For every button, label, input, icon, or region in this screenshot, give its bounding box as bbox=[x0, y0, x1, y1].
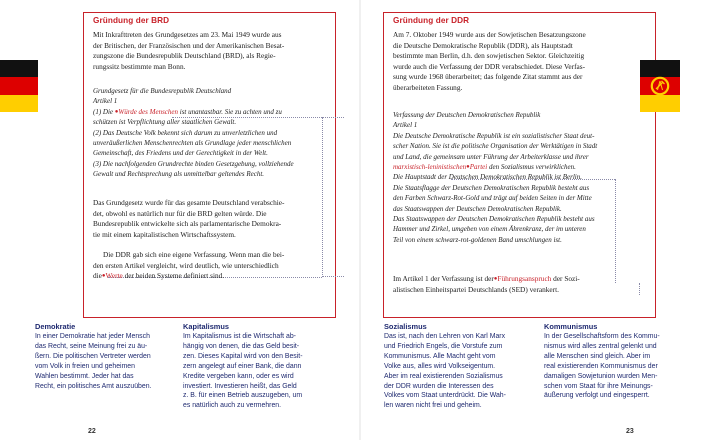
link-marker-icon: ● bbox=[493, 276, 498, 282]
quote-heading: Grundgesetz für die Bundesrepublik Deutschland bbox=[93, 87, 232, 95]
page-number-right: 23 bbox=[626, 428, 634, 435]
quote-heading: Verfassung der Deutschen Demokratischen Republik bbox=[393, 111, 541, 119]
link-marker-icon: ● bbox=[114, 108, 119, 115]
ddr-emblem-icon bbox=[650, 76, 670, 96]
gloss-text-sozialismus: Das ist, nach den Lehren von Karl Marx und Friedrich Engels, die Vorstufe zum Kommunismus. Alle Macht geht vom Volke aus, alles wird Volkseigentum. Aber im real existierenden Sozialismus der DDR wurden die Interessen des Volkes vom Staat unterdrückt. Die Wah- len waren nicht frei und geheim. bbox=[384, 333, 506, 410]
page-right bbox=[361, 0, 720, 440]
gloss-title-demokratie: Demokratie bbox=[35, 322, 76, 331]
link-marker-icon: ● bbox=[466, 164, 470, 171]
term-link-fuehrungsanspruch[interactable]: Führungsanspruch bbox=[497, 274, 552, 283]
callout-bracket-ddr bbox=[615, 179, 616, 283]
quote-article: Artikel 1 bbox=[393, 121, 418, 130]
para3-brd: Die DDR gab sich eine eigene Verfassung. Wenn man die bei- den ersten Artikel vergleicht, wird deutlich, wie unterschiedlich die●Werte der beiden Systeme definiert sind. bbox=[93, 250, 285, 281]
flag-ddr bbox=[640, 60, 680, 112]
para2-ddr: Im Artikel 1 der Verfassung ist der●Führungsanspruch der Sozi- alistischen Einheitspartei Deutschlands (SED) verankert. bbox=[393, 274, 580, 294]
term-link-partei[interactable]: Partei bbox=[469, 163, 488, 172]
quote-brd: Grundgesetz für die Bundesrepublik Deutschland Artikel 1 (1) Die ●Würde des Menschen ist unantastbar. Sie zu achten und zu schützen ist Verpflichtung aller staatlichen Gewalt. (2) Das Deutsche Volk bekennt sich darum zu unverletzlichen und unveräußerlichen Menschenrechten als Grundlage jeder menschlichen Gemeinschaft, des Friedens und der Gerechtigkeit in der Welt. (3) Die nachfolgenden Grundrechte binden Gesetzgebung, vollziehende Gewalt und Rechtsprechung als unmittelbar geltendes Recht. bbox=[93, 86, 331, 180]
section-title-ddr: Gründung der DDR bbox=[393, 16, 470, 25]
gloss-title-kapitalismus: Kapitalismus bbox=[183, 322, 230, 331]
page-left bbox=[0, 0, 359, 440]
term-link-wuerde[interactable]: Würde des Menschen bbox=[118, 107, 179, 116]
gloss-text-kommunismus: In der Gesellschaftsform des Kommu- nismus wird alles zentral gelenkt und alle Menschen sind gleich. Aber im real existierenden Kommunismus der damaligen Sowjetunion wurden Men- schen vom Staat für ihre Meinungs- äußerung verfolgt und eingesperrt. bbox=[544, 333, 660, 400]
link-marker-icon: ● bbox=[101, 273, 106, 280]
gloss-title-sozialismus: Sozialismus bbox=[384, 322, 427, 331]
quote-article: Artikel 1 bbox=[93, 97, 118, 106]
callout-line bbox=[172, 117, 322, 118]
quote-ddr: Verfassung der Deutschen Demokratischen Republik Artikel 1 Die Deutsche Demokratische Republik ist ein sozialistischer Staat deut- scher Nation. Sie ist die politische Organisation der Werktätigen in Stadt und Land, die gemeinsam unter Führung der Arbeiterklasse und ihrer marxistisch-leninistischen●Partei den Sozialismus verwirklichen. Die Hauptstadt der Deutschen Demokratischen Republik ist Berlin. Die Staatsflagge der Deutschen Demokratischen Republik besteht aus den Farben Schwarz-Rot-Gold und trägt auf beiden Seiten in der Mitte das Staatswappen der Deutschen Demokratischen Republik. Das Staatswappen der Deutschen Demokratischen Republik besteht aus Hammer und Zirkel, umgeben von einem Ährenkranz, der im unteren Teil von einem schwarz-rot-goldenen Band umschlungen ist. bbox=[393, 110, 645, 245]
term-link-marxistisch[interactable]: marxistisch-leninistischen bbox=[393, 163, 467, 172]
gloss-title-kommunismus: Kommunismus bbox=[544, 322, 598, 331]
intro-brd: Mit Inkrafttreten des Grundgesetzes am 23. Mai 1949 wurde aus der Britischen, der Französischen und der Amerikanischen Besat- zungszone die Bundesrepublik Deutschland (BRD), als Regie- rungssitz bestimmte man Bonn. bbox=[93, 30, 285, 71]
intro-ddr: Am 7. Oktober 1949 wurde aus der Sowjetischen Besatzungszone die Deutsche Demokratische Republik (DDR), als Hauptstadt bestimmte man Berlin, d.h. den sowjetischen Sektor. Gleichzeitig wurde auch die Verfassung der DDR verabschiedet. Diese Verfas- sung wurde 1968 überarbeitet; das folgende Zitat stammt aus der überarbeiteten Fassung. bbox=[393, 30, 586, 92]
gloss-text-kapitalismus: Im Kapitalismus ist die Wirtschaft ab- hängig von denen, die das Geld besit- zen. Dieses Kapital wird von den Besit- zern angelegt auf einer Bank, die dann Kredite vergeben kann, oder es wird investiert. Investieren heißt, das Geld z. B. für einen Betrieb auszugeben, um es natürlich auch zu vermehren. bbox=[183, 333, 303, 410]
gloss-text-demokratie: In einer Demokratie hat jeder Mensch das Recht, seine Meinung frei zu äu- ßern. Die politischen Vertreter werden vom Volk in freien und geheimen Wahlen bestimmt. Jeder hat das Recht, ein politisches Amt auszuüben. bbox=[35, 333, 152, 390]
callout-line-ddr bbox=[451, 179, 615, 180]
term-link-werte[interactable]: Werte bbox=[105, 271, 123, 281]
para2-brd: Das Grundgesetz wurde für das gesamte Deutschland verabschie- det, obwohl es natürlich nur für die BRD gelten würde. Die Bundesrepublik entwickelte sich als parlamentarische Demokra- tie mit einem kapitalistischen Wirtschaftssystem. bbox=[93, 198, 285, 239]
page-number-left: 22 bbox=[88, 428, 96, 435]
flag-brd bbox=[0, 60, 38, 112]
section-title-brd: Gründung der BRD bbox=[93, 16, 170, 25]
